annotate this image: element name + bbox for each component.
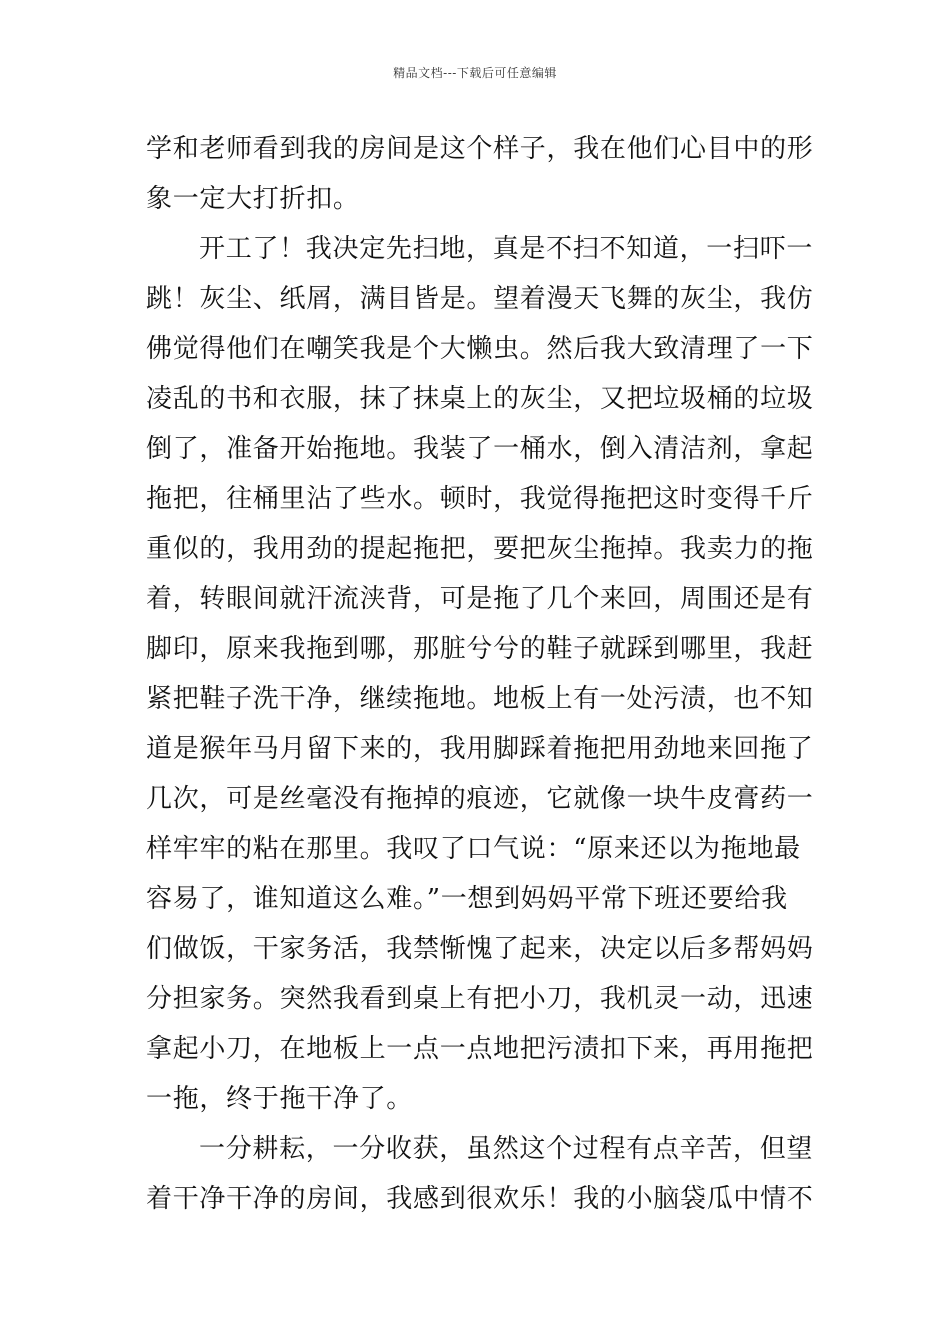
text-line: 一拖，终于拖干净了。	[146, 1084, 414, 1114]
document-body	[146, 124, 814, 1224]
text-line: 们做饭，干家务活，我禁惭愧了起来，决定以后多帮妈妈	[146, 934, 814, 964]
text-line: 重似的，我用劲的提起拖把，要把灰尘拖掉。我卖力的拖	[146, 534, 814, 564]
text-line: 紧把鞋子洗干净，继续拖地。地板上有一处污渍，也不知	[146, 684, 814, 714]
text-line: 分担家务。突然我看到桌上有把小刀，我机灵一动，迅速	[146, 984, 814, 1014]
text-line: 跳！灰尘、纸屑，满目皆是。望着漫天飞舞的灰尘，我仿	[146, 284, 814, 314]
text-line: 凌乱的书和衣服，抹了抹桌上的灰尘，又把垃圾桶的垃圾	[146, 384, 814, 414]
text-line: 容易了，谁知道这么难。”一想到妈妈平常下班还要给我	[146, 884, 788, 914]
text-line: 学和老师看到我的房间是这个样子，我在他们心目中的形	[146, 134, 814, 164]
text-line: 倒了，准备开始拖地。我装了一桶水，倒入清洁剂，拿起	[146, 434, 814, 464]
text-line: 脚印，原来我拖到哪，那脏兮兮的鞋子就踩到哪里，我赶	[146, 634, 814, 664]
page-header: 精品文档---下载后可任意编辑	[393, 66, 557, 80]
text-line: 象一定大打折扣。	[146, 184, 360, 214]
text-line: 几次，可是丝毫没有拖掉的痕迹，它就像一块牛皮膏药一	[146, 784, 814, 814]
text-line: 着干净干净的房间，我感到很欢乐！我的小脑袋瓜中情不	[146, 1184, 814, 1214]
paragraph-start-line: 开工了！我决定先扫地，真是不扫不知道，一扫吓一	[199, 234, 814, 264]
text-line: 佛觉得他们在嘲笑我是个大懒虫。然后我大致清理了一下	[146, 334, 814, 364]
text-line: 道是猴年马月留下来的，我用脚踩着拖把用劲地来回拖了	[146, 734, 814, 764]
text-line: 拿起小刀，在地板上一点一点地把污渍扣下来，再用拖把	[146, 1034, 814, 1064]
text-line: 拖把，往桶里沾了些水。顿时，我觉得拖把这时变得千斤	[146, 484, 814, 514]
paragraph-start-line: 一分耕耘，一分收获，虽然这个过程有点辛苦，但望	[199, 1134, 814, 1164]
text-line: 着，转眼间就汗流浃背，可是拖了几个来回，周围还是有	[146, 584, 814, 614]
text-line: 样牢牢的粘在那里。我叹了口气说：“原来还以为拖地最	[146, 834, 801, 864]
